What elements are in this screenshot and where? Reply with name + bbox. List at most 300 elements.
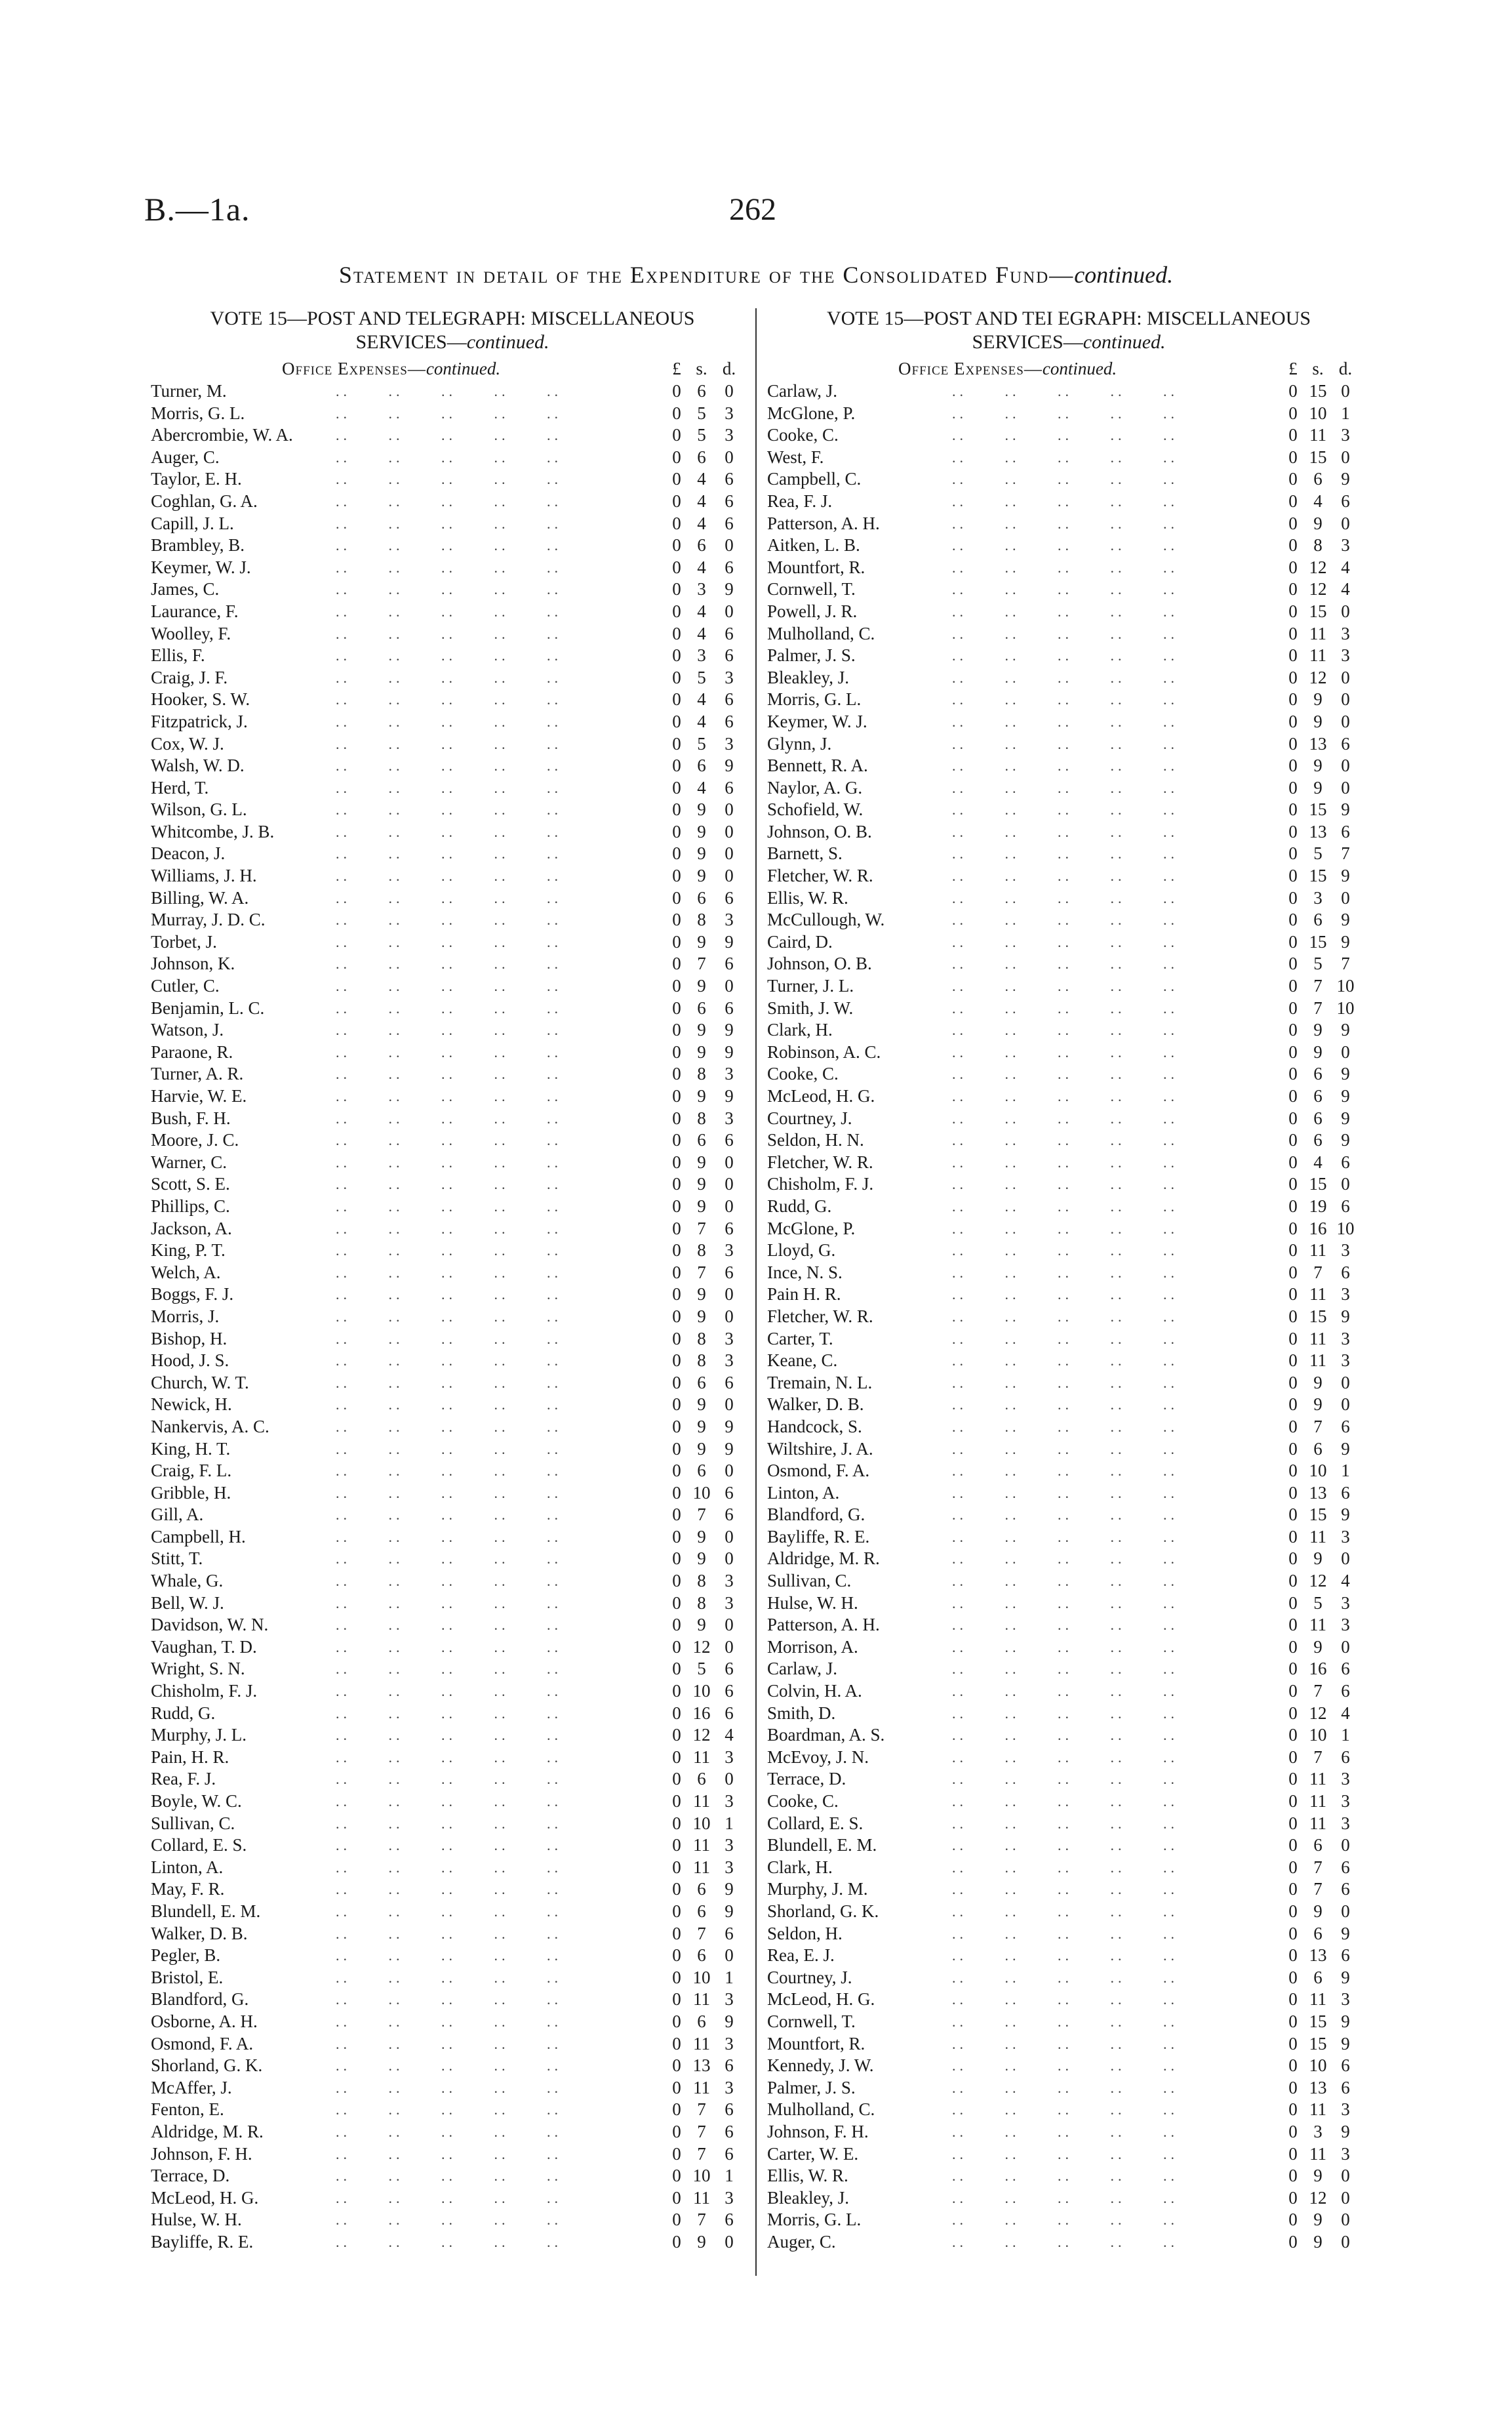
- amount-pounds: 0: [1288, 1174, 1298, 1194]
- vote-heading: [767, 307, 1370, 354]
- amount-shillings: 9: [1313, 1041, 1323, 1062]
- amount-pounds: 0: [1288, 513, 1298, 533]
- amount-pence: 0: [1341, 1901, 1350, 1921]
- amount-pence: 6: [1341, 733, 1350, 754]
- payee-name: McLeod, H. G.: [151, 2187, 259, 2208]
- payee-name: Fletcher, W. R.: [767, 1306, 873, 1326]
- payee-name: Benjamin, L. C.: [151, 998, 265, 1018]
- amount-shillings: 7: [697, 2143, 706, 2164]
- amount-shillings: 13: [1309, 821, 1327, 841]
- amount-shillings: 15: [1309, 931, 1327, 952]
- leader-dots: .. .. .. .. ..: [952, 581, 1178, 598]
- amount-pence: 0: [725, 601, 734, 621]
- payee-name: Clark, H.: [767, 1020, 833, 1040]
- payee-name: Ellis, W. R.: [767, 887, 848, 908]
- amount-pounds: 0: [672, 1548, 681, 1569]
- table-row: [767, 1152, 1370, 1174]
- amount-shillings: 7: [697, 2099, 706, 2120]
- amount-pounds: 0: [672, 1835, 681, 1855]
- amount-shillings: 4: [697, 469, 706, 489]
- table-row: [151, 645, 754, 667]
- amount-pounds: 0: [672, 1505, 681, 1525]
- amount-pence: 9: [1341, 1130, 1350, 1150]
- leader-dots: .. .. .. .. ..: [952, 956, 1178, 973]
- table-row: [767, 953, 1370, 975]
- amount-pence: 6: [725, 954, 734, 974]
- payee-name: Carter, T.: [767, 1328, 833, 1348]
- amount-shillings: 10: [1309, 2055, 1327, 2076]
- amount-pence: 10: [1336, 998, 1355, 1018]
- amount-pounds: 0: [672, 931, 681, 952]
- amount-pounds: 0: [672, 513, 681, 533]
- amount-shillings: 6: [1313, 1086, 1323, 1106]
- amount-pence: 6: [725, 557, 734, 577]
- table-row: [151, 424, 754, 447]
- page-number: 262: [729, 192, 776, 227]
- table-row: [151, 1636, 754, 1659]
- leader-dots: .. .. .. .. ..: [336, 1881, 562, 1898]
- amount-pounds: 0: [1288, 1967, 1298, 1987]
- table-row: [767, 1173, 1370, 1196]
- amount-shillings: 5: [1313, 843, 1323, 864]
- amount-pence: 4: [1341, 1703, 1350, 1723]
- table-row: [151, 2187, 754, 2210]
- leader-dots: .. .. .. .. ..: [336, 1418, 562, 1435]
- amount-shillings: 11: [1309, 1328, 1326, 1348]
- leader-dots: .. .. .. .. ..: [952, 1991, 1178, 2008]
- amount-pounds: 0: [1288, 469, 1298, 489]
- leader-dots: .. .. .. .. ..: [952, 1771, 1178, 1788]
- payee-name: Carter, W. E.: [767, 2143, 859, 2164]
- payee-name: Tremain, N. L.: [767, 1372, 873, 1392]
- table-row: [151, 1967, 754, 1989]
- amount-pence: 0: [725, 1152, 734, 1172]
- payee-name: Cooke, C.: [767, 425, 839, 445]
- section-subheading-row: [151, 357, 754, 380]
- amount-pence: 9: [1341, 1923, 1350, 1943]
- table-row: [767, 1923, 1370, 1945]
- amount-pounds: 0: [672, 1108, 681, 1128]
- table-row: [767, 755, 1370, 777]
- amount-pence: 0: [1341, 381, 1350, 401]
- leader-dots: .. .. .. .. ..: [952, 779, 1178, 796]
- leader-dots: .. .. .. .. ..: [336, 603, 562, 620]
- amount-pounds: 0: [1288, 733, 1298, 754]
- amount-pence: 1: [725, 1967, 734, 1987]
- statement-title-text: Statement in detail of the Expenditure of the Consolidated Fund—: [338, 262, 1075, 288]
- amount-pounds: 0: [1288, 535, 1298, 556]
- leader-dots: .. .. .. .. ..: [336, 2145, 562, 2162]
- amount-pence: 0: [1341, 689, 1350, 710]
- leader-dots: .. .. .. .. ..: [336, 1705, 562, 1722]
- amount-shillings: 8: [697, 1240, 706, 1261]
- table-row: [151, 1218, 754, 1240]
- payee-name: Patterson, A. H.: [767, 513, 880, 533]
- amount-pence: 6: [1341, 1945, 1350, 1966]
- leader-dots: .. .. .. .. ..: [336, 2101, 562, 2118]
- payee-name: Bristol, E.: [151, 1967, 224, 1987]
- amount-pence: 9: [725, 1020, 734, 1040]
- amount-pounds: 0: [1288, 1240, 1298, 1261]
- leader-dots: .. .. .. .. ..: [336, 1793, 562, 1809]
- payee-name: McLeod, H. G.: [767, 1086, 875, 1106]
- amount-pence: 3: [1341, 425, 1350, 445]
- amount-pence: 3: [725, 1064, 734, 1084]
- payee-name: Fletcher, W. R.: [767, 866, 873, 886]
- amount-shillings: 7: [697, 1262, 706, 1282]
- leader-dots: .. .. .. .. ..: [952, 1000, 1178, 1017]
- amount-shillings: 3: [697, 579, 706, 599]
- leader-dots: .. .. .. .. ..: [952, 1330, 1178, 1347]
- payee-name: Clark, H.: [767, 1857, 833, 1877]
- table-row: [151, 1813, 754, 1835]
- payee-name: Torbet, J.: [151, 931, 217, 952]
- leader-dots: .. .. .. .. ..: [952, 2101, 1178, 2118]
- table-row: [151, 975, 754, 998]
- amount-pence: 6: [725, 711, 734, 731]
- amount-pounds: 0: [1288, 557, 1298, 577]
- amount-pounds: 0: [672, 1526, 681, 1547]
- amount-pence: 0: [1341, 1041, 1350, 1062]
- pounds-header: £: [672, 359, 681, 378]
- amount-pounds: 0: [1288, 1636, 1298, 1657]
- amount-pence: 6: [1341, 2077, 1350, 2097]
- amount-shillings: 8: [697, 1592, 706, 1613]
- leader-dots: .. .. .. .. ..: [336, 581, 562, 598]
- amount-shillings: 3: [1313, 887, 1323, 908]
- payee-name: Seldon, H. N.: [767, 1130, 864, 1150]
- table-row: [767, 1658, 1370, 1680]
- amount-pounds: 0: [1288, 1725, 1298, 1745]
- amount-pounds: 0: [1288, 2055, 1298, 2076]
- table-row: [151, 1416, 754, 1438]
- amount-pence: 4: [725, 1725, 734, 1745]
- payee-name: Turner, A. R.: [151, 1064, 244, 1084]
- payee-name: Seldon, H.: [767, 1923, 843, 1943]
- amount-pence: 0: [1341, 1372, 1350, 1392]
- payee-name: Johnson, O. B.: [767, 821, 872, 841]
- amount-pounds: 0: [1288, 1747, 1298, 1767]
- shillings-header: s.: [696, 359, 707, 378]
- table-row: [767, 865, 1370, 887]
- payee-name: McGlone, P.: [767, 1218, 856, 1238]
- amount-pounds: 0: [1288, 1989, 1298, 2010]
- amount-shillings: 11: [1309, 1284, 1326, 1304]
- table-row: [767, 1284, 1370, 1306]
- payee-name: Palmer, J. S.: [767, 2077, 856, 2097]
- amount-shillings: 8: [697, 1108, 706, 1128]
- table-row: [767, 2231, 1370, 2254]
- amount-shillings: 12: [1309, 557, 1327, 577]
- payee-name: Whitcombe, J. B.: [151, 821, 275, 841]
- section-subheading: [898, 357, 1117, 380]
- amount-shillings: 11: [693, 1989, 710, 2010]
- payee-name: Woolley, F.: [151, 623, 231, 643]
- table-row: [767, 2165, 1370, 2187]
- subheading-continued: continued.: [426, 359, 501, 378]
- leader-dots: .. .. .. .. ..: [952, 1705, 1178, 1722]
- amount-pence: 0: [725, 1548, 734, 1569]
- leader-dots: .. .. .. .. ..: [952, 1815, 1178, 1832]
- table-row: [767, 1768, 1370, 1790]
- payee-name: Terrace, D.: [767, 1769, 846, 1789]
- table-row: [767, 1019, 1370, 1041]
- leader-dots: .. .. .. .. ..: [336, 2079, 562, 2096]
- amount-shillings: 8: [697, 1571, 706, 1591]
- amount-shillings: 7: [697, 954, 706, 974]
- leader-dots: .. .. .. .. ..: [336, 493, 562, 510]
- amount-shillings: 3: [1313, 2121, 1323, 2141]
- amount-pounds: 0: [672, 623, 681, 643]
- table-row: [767, 424, 1370, 447]
- table-row: [151, 1460, 754, 1482]
- amount-pence: 0: [725, 1196, 734, 1216]
- leader-dots: .. .. .. .. ..: [952, 1220, 1178, 1237]
- amount-pence: 3: [725, 1350, 734, 1371]
- amount-pence: 6: [1341, 821, 1350, 841]
- amount-pence: 3: [1341, 1615, 1350, 1635]
- amount-pounds: 0: [672, 1989, 681, 2010]
- amount-pence: 10: [1336, 1218, 1355, 1238]
- leader-dots: .. .. .. .. ..: [952, 1110, 1178, 1127]
- table-row: [151, 1790, 754, 1813]
- statement-title: [0, 261, 1512, 289]
- table-row: [151, 1658, 754, 1680]
- table-row: [151, 491, 754, 513]
- amount-shillings: 7: [697, 2121, 706, 2141]
- amount-pounds: 0: [672, 1350, 681, 1371]
- amount-pounds: 0: [1288, 1394, 1298, 1415]
- amount-shillings: 15: [1309, 799, 1327, 820]
- amount-pence: 4: [1341, 557, 1350, 577]
- leader-dots: .. .. .. .. ..: [336, 978, 562, 995]
- leader-dots: .. .. .. .. ..: [952, 1661, 1178, 1678]
- payee-name: Mountfort, R.: [767, 2033, 865, 2053]
- payee-name: Bush, F. H.: [151, 1108, 231, 1128]
- amount-pounds: 0: [1288, 1438, 1298, 1459]
- payee-name: Mountfort, R.: [767, 557, 865, 577]
- amount-shillings: 9: [1313, 1020, 1323, 1040]
- leader-dots: .. .. .. .. ..: [336, 1264, 562, 1281]
- amount-shillings: 9: [1313, 2210, 1323, 2230]
- table-row: [151, 2099, 754, 2121]
- amount-pence: 9: [725, 1879, 734, 1899]
- payee-name: Watson, J.: [151, 1020, 224, 1040]
- amount-pounds: 0: [1288, 1482, 1298, 1503]
- payee-name: King, H. T.: [151, 1438, 231, 1459]
- amount-pounds: 0: [1288, 623, 1298, 643]
- table-row: [767, 1306, 1370, 1328]
- amount-pounds: 0: [1288, 2033, 1298, 2053]
- leader-dots: .. .. .. .. ..: [952, 845, 1178, 862]
- table-row: [767, 1901, 1370, 1923]
- leader-dots: .. .. .. .. ..: [952, 978, 1178, 995]
- leader-dots: .. .. .. .. ..: [952, 1043, 1178, 1061]
- table-row: [151, 1240, 754, 1262]
- right-column: [767, 307, 1370, 2253]
- table-row: [151, 380, 754, 403]
- table-row: [151, 1504, 754, 1526]
- table-row: [767, 931, 1370, 954]
- amount-shillings: 11: [693, 1791, 710, 1811]
- amount-pounds: 0: [672, 1813, 681, 1833]
- amount-pounds: 0: [672, 1152, 681, 1172]
- leader-dots: .. .. .. .. ..: [952, 537, 1178, 554]
- leader-dots: .. .. .. .. ..: [952, 1264, 1178, 1281]
- payee-name: Rea, F. J.: [151, 1769, 216, 1789]
- amount-pounds: 0: [672, 1967, 681, 1987]
- table-row: [767, 1460, 1370, 1482]
- amount-pence: 0: [725, 1526, 734, 1547]
- amount-pence: 3: [725, 1857, 734, 1877]
- payee-name: Moore, J. C.: [151, 1130, 239, 1150]
- table-row: [767, 1680, 1370, 1703]
- payee-list: [151, 380, 754, 2253]
- table-row: [151, 2165, 754, 2187]
- leader-dots: .. .. .. .. ..: [952, 1749, 1178, 1766]
- amount-pounds: 0: [1288, 1901, 1298, 1921]
- amount-pounds: 0: [672, 1240, 681, 1261]
- amount-pounds: 0: [672, 2121, 681, 2141]
- leader-dots: .. .. .. .. ..: [952, 735, 1178, 752]
- amount-shillings: 11: [1309, 1350, 1326, 1371]
- amount-pence: 0: [725, 1461, 734, 1481]
- payee-name: Robinson, A. C.: [767, 1041, 881, 1062]
- amount-shillings: 11: [693, 1835, 710, 1855]
- vote-title: VOTE 15—POST AND TELEGRAPH: MISCELLANEOUS: [210, 308, 695, 329]
- amount-pence: 7: [1341, 843, 1350, 864]
- amount-shillings: 15: [1309, 2033, 1327, 2053]
- amount-pence: 9: [725, 579, 734, 599]
- amount-shillings: 6: [1313, 1130, 1323, 1150]
- payee-name: McEvoy, J. N.: [767, 1747, 869, 1767]
- leader-dots: .. .. .. .. ..: [336, 1837, 562, 1854]
- table-row: [767, 1372, 1370, 1394]
- table-row: [767, 1857, 1370, 1879]
- leader-dots: .. .. .. .. ..: [336, 1528, 562, 1545]
- amount-shillings: 6: [1313, 1967, 1323, 1987]
- amount-pounds: 0: [672, 887, 681, 908]
- leader-dots: .. .. .. .. ..: [336, 2123, 562, 2140]
- payee-name: Courtney, J.: [767, 1967, 852, 1987]
- payee-name: Jackson, A.: [151, 1218, 232, 1238]
- vote-title: VOTE 15—POST AND TEI EGRAPH: MISCELLANEOUS: [826, 308, 1311, 329]
- amount-shillings: 11: [1309, 1813, 1326, 1833]
- payee-name: Collard, E. S.: [767, 1813, 864, 1833]
- amount-shillings: 15: [1309, 447, 1327, 467]
- leader-dots: .. .. .. .. ..: [952, 1903, 1178, 1920]
- amount-shillings: 9: [697, 1416, 706, 1436]
- payee-name: Bishop, H.: [151, 1328, 228, 1348]
- amount-pence: 0: [1341, 1636, 1350, 1657]
- amount-pence: 9: [1341, 1438, 1350, 1459]
- leader-dots: .. .. .. .. ..: [336, 1440, 562, 1457]
- payee-name: Deacon, J.: [151, 843, 226, 864]
- amount-pence: 0: [725, 1284, 734, 1304]
- payee-name: Cornwell, T.: [767, 579, 856, 599]
- left-column: [151, 307, 754, 2253]
- table-row: [767, 491, 1370, 513]
- table-row: [767, 1482, 1370, 1505]
- amount-pounds: 0: [672, 645, 681, 666]
- payee-name: May, F. R.: [151, 1879, 225, 1899]
- amount-pence: 9: [1341, 1064, 1350, 1084]
- amount-pence: 3: [725, 733, 734, 754]
- amount-pounds: 0: [672, 579, 681, 599]
- amount-pence: 0: [725, 1306, 734, 1326]
- payee-name: West, F.: [767, 447, 824, 467]
- table-row: [151, 1438, 754, 1461]
- table-row: [767, 1085, 1370, 1108]
- leader-dots: .. .. .. .. ..: [336, 1000, 562, 1017]
- leader-dots: .. .. .. .. ..: [336, 845, 562, 862]
- leader-dots: .. .. .. .. ..: [952, 1506, 1178, 1524]
- amount-pounds: 0: [1288, 645, 1298, 666]
- table-row: [151, 1063, 754, 1085]
- amount-pence: 6: [1341, 2055, 1350, 2076]
- amount-shillings: 7: [1313, 1416, 1323, 1436]
- amount-pence: 6: [1341, 1747, 1350, 1767]
- payee-name: Abercrombie, W. A.: [151, 425, 293, 445]
- vote-continued: continued.: [1083, 331, 1166, 353]
- table-row: [151, 403, 754, 425]
- amount-pounds: 0: [1288, 1416, 1298, 1436]
- table-row: [767, 2187, 1370, 2210]
- leader-dots: .. .. .. .. ..: [952, 1132, 1178, 1149]
- amount-shillings: 9: [697, 976, 706, 996]
- amount-pence: 0: [1341, 887, 1350, 908]
- amount-pence: 3: [725, 910, 734, 930]
- payee-name: Wilson, G. L.: [151, 799, 247, 820]
- leader-dots: .. .. .. .. ..: [336, 1286, 562, 1303]
- amount-pounds: 0: [1288, 1813, 1298, 1833]
- amount-shillings: 4: [697, 711, 706, 731]
- leader-dots: .. .. .. .. ..: [952, 1066, 1178, 1083]
- amount-shillings: 15: [1309, 381, 1327, 401]
- amount-shillings: 6: [697, 1901, 706, 1921]
- amount-pounds: 0: [1288, 1592, 1298, 1613]
- amount-pounds: 0: [1288, 821, 1298, 841]
- amount-pence: 9: [725, 1438, 734, 1459]
- leader-dots: .. .. .. .. ..: [952, 1286, 1178, 1303]
- table-row: [151, 1834, 754, 1857]
- amount-shillings: 16: [1309, 1218, 1327, 1238]
- amount-pounds: 0: [672, 1394, 681, 1415]
- amount-pence: 0: [725, 1769, 734, 1789]
- leader-dots: .. .. .. .. ..: [952, 2013, 1178, 2030]
- amount-shillings: 6: [697, 998, 706, 1018]
- amount-shillings: 15: [1309, 866, 1327, 886]
- leader-dots: .. .. .. .. ..: [336, 1110, 562, 1127]
- amount-pounds: 0: [672, 866, 681, 886]
- amount-pence: 3: [725, 667, 734, 687]
- amount-pence: 6: [725, 1703, 734, 1723]
- payee-name: Hulse, W. H.: [767, 1592, 858, 1613]
- payee-name: Mulholland, C.: [767, 623, 875, 643]
- leader-dots: .. .. .. .. ..: [952, 1573, 1178, 1590]
- table-row: [151, 1680, 754, 1703]
- leader-dots: .. .. .. .. ..: [336, 1132, 562, 1149]
- leader-dots: .. .. .. .. ..: [336, 2212, 562, 2229]
- table-row: [151, 755, 754, 777]
- amount-shillings: 12: [1309, 1571, 1327, 1591]
- column-divider: [755, 308, 757, 2276]
- amount-pounds: 0: [672, 821, 681, 841]
- amount-pounds: 0: [1288, 1372, 1298, 1392]
- amount-pounds: 0: [672, 1218, 681, 1238]
- leader-dots: .. .. .. .. ..: [336, 956, 562, 973]
- payee-name: Morris, G. L.: [767, 2210, 862, 2230]
